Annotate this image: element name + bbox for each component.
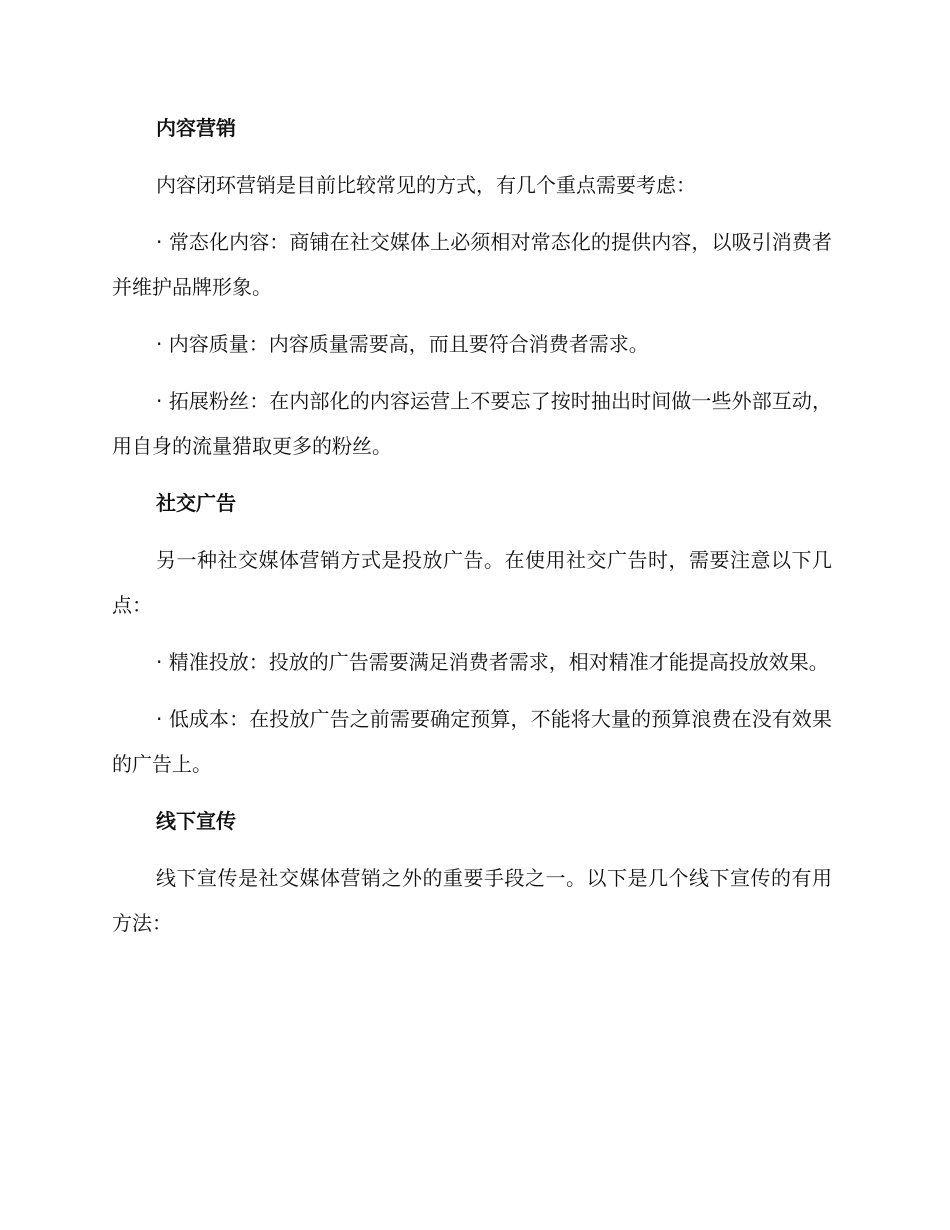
section-heading-content-marketing: 内容营销 bbox=[156, 116, 236, 140]
bullet-low-cost: · 低成本：在投放广告之前需要确定预算，不能将大量的预算浪费在没有效果的广告上。 bbox=[112, 707, 832, 776]
bullet-content-quality: · 内容质量：内容质量需要高，而且要符合消费者需求。 bbox=[156, 332, 649, 356]
bullet-expand-fans: · 拓展粉丝：在内部化的内容运营上不要忘了按时抽出时间做一些外部互动，用自身的流量猎取更多的粉丝。 bbox=[112, 389, 832, 458]
bullet-precise-targeting: · 精准投放：投放的广告需要满足消费者需求，相对精准才能提高投放效果。 bbox=[156, 650, 829, 674]
section-intro-offline-promotion: 线下宣传是社交媒体营销之外的重要手段之一。以下是几个线下宣传的有用方法： bbox=[112, 866, 832, 935]
section-heading-offline-promotion: 线下宣传 bbox=[156, 809, 236, 833]
document-body bbox=[112, 106, 832, 958]
section-heading-social-ads: 社交广告 bbox=[156, 491, 236, 515]
bullet-regular-content: · 常态化内容：商铺在社交媒体上必须相对常态化的提供内容，以吸引消费者并维护品牌形象。 bbox=[112, 230, 832, 299]
section-intro-social-ads: 另一种社交媒体营销方式是投放广告。在使用社交广告时，需要注意以下几点： bbox=[112, 548, 832, 617]
section-intro-content-marketing: 内容闭环营销是目前比较常见的方式，有几个重点需要考虑： bbox=[156, 173, 696, 197]
